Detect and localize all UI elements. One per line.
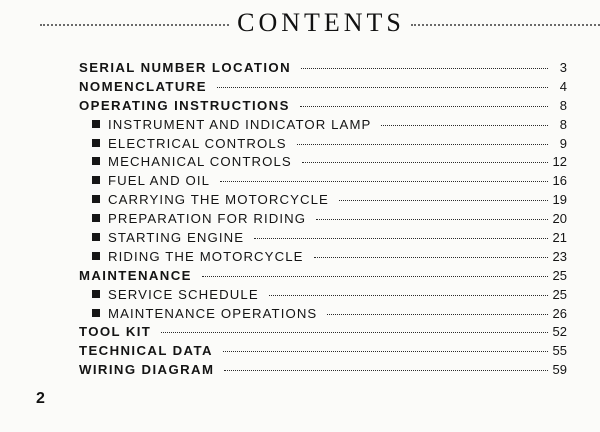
- square-bullet-icon: [92, 176, 100, 184]
- toc-entry-page-number: 16: [552, 173, 567, 189]
- toc-entry-label: WIRING DIAGRAM: [79, 362, 215, 378]
- dot-leader: [381, 125, 548, 126]
- dot-leader: [314, 257, 548, 258]
- dot-leader: [327, 314, 548, 315]
- square-bullet-icon: [92, 290, 100, 298]
- toc-entry-label: FUEL AND OIL: [108, 173, 211, 189]
- toc-entry-page-number: 3: [559, 60, 567, 75]
- toc-entry: [79, 362, 567, 381]
- toc-entry: [79, 230, 567, 249]
- square-bullet-icon: [92, 309, 100, 317]
- toc-entry-page-number: 20: [552, 211, 567, 227]
- toc-entry-page-number: 4: [559, 78, 567, 94]
- dot-leader: [161, 332, 548, 333]
- toc-entry-page-number: 25: [552, 267, 567, 283]
- toc-entry-page-number: 25: [552, 286, 567, 302]
- toc-entry: [79, 306, 567, 325]
- toc-entry-label: SERIAL NUMBER LOCATION: [79, 60, 292, 75]
- toc-entry-page-number: 55: [552, 343, 567, 359]
- dot-leader: [202, 276, 548, 277]
- toc-entry: [79, 343, 567, 362]
- toc-entry-page-number: 8: [559, 116, 567, 132]
- toc-entry-label: TECHNICAL DATA: [79, 343, 213, 359]
- square-bullet-icon: [92, 195, 100, 203]
- square-bullet-icon: [92, 157, 100, 165]
- toc-entry: [79, 98, 567, 117]
- dot-leader: [297, 144, 548, 145]
- table-of-contents: [79, 60, 567, 381]
- toc-entry: [79, 249, 567, 268]
- toc-entry-page-number: 23: [552, 248, 567, 264]
- contents-header: [40, 6, 600, 40]
- header-left-rule: [40, 24, 229, 26]
- toc-entry-page-number: 19: [552, 192, 567, 208]
- dot-leader: [301, 68, 548, 69]
- toc-entry-label: INSTRUMENT AND INDICATOR LAMP: [108, 116, 372, 132]
- toc-entry-label: PREPARATION FOR RIDING: [108, 211, 307, 227]
- dot-leader: [224, 370, 548, 371]
- toc-entry: [79, 60, 567, 79]
- toc-entry-label: NOMENCLATURE: [79, 78, 207, 94]
- dot-leader: [302, 162, 548, 163]
- dot-leader: [223, 351, 548, 352]
- toc-entry-label: TOOL KIT: [79, 324, 152, 340]
- dot-leader: [339, 200, 548, 201]
- toc-entry: [79, 154, 567, 173]
- dot-leader: [220, 181, 548, 182]
- toc-entry: [79, 287, 567, 306]
- toc-entry: [79, 211, 567, 230]
- dot-leader: [316, 219, 548, 220]
- square-bullet-icon: [92, 233, 100, 241]
- toc-entry: [79, 324, 567, 343]
- toc-entry: [79, 136, 567, 155]
- toc-entry-page-number: 21: [552, 230, 567, 246]
- square-bullet-icon: [92, 214, 100, 222]
- toc-entry: [79, 79, 567, 98]
- toc-entry-label: MAINTENANCE: [79, 267, 192, 283]
- toc-entry-label: MAINTENANCE OPERATIONS: [108, 305, 318, 321]
- page-number: 2: [36, 390, 45, 407]
- toc-entry-label: OPERATING INSTRUCTIONS: [79, 97, 290, 113]
- square-bullet-icon: [92, 139, 100, 147]
- toc-entry-page-number: 9: [559, 135, 567, 151]
- toc-entry: [79, 117, 567, 136]
- dot-leader: [269, 295, 548, 296]
- toc-entry-label: CARRYING THE MOTORCYCLE: [108, 192, 329, 208]
- dot-leader: [300, 106, 548, 107]
- square-bullet-icon: [92, 252, 100, 260]
- page-title: CONTENTS: [237, 8, 405, 37]
- toc-entry-page-number: 59: [552, 362, 567, 378]
- toc-entry-page-number: 8: [559, 97, 567, 113]
- toc-entry-page-number: 12: [552, 154, 567, 170]
- toc-entry-page-number: 26: [552, 305, 567, 321]
- header-right-rule: [411, 24, 600, 26]
- dot-leader: [254, 238, 548, 239]
- toc-entry: [79, 173, 567, 192]
- toc-entry-label: MECHANICAL CONTROLS: [108, 154, 292, 170]
- toc-entry: [79, 192, 567, 211]
- toc-entry-label: RIDING THE MOTORCYCLE: [108, 248, 304, 264]
- toc-entry-page-number: 52: [552, 324, 567, 340]
- dot-leader: [217, 87, 548, 88]
- square-bullet-icon: [92, 120, 100, 128]
- toc-entry-label: ELECTRICAL CONTROLS: [108, 135, 287, 151]
- toc-entry: [79, 268, 567, 287]
- toc-entry-label: SERVICE SCHEDULE: [108, 286, 259, 302]
- toc-entry-label: STARTING ENGINE: [108, 230, 245, 246]
